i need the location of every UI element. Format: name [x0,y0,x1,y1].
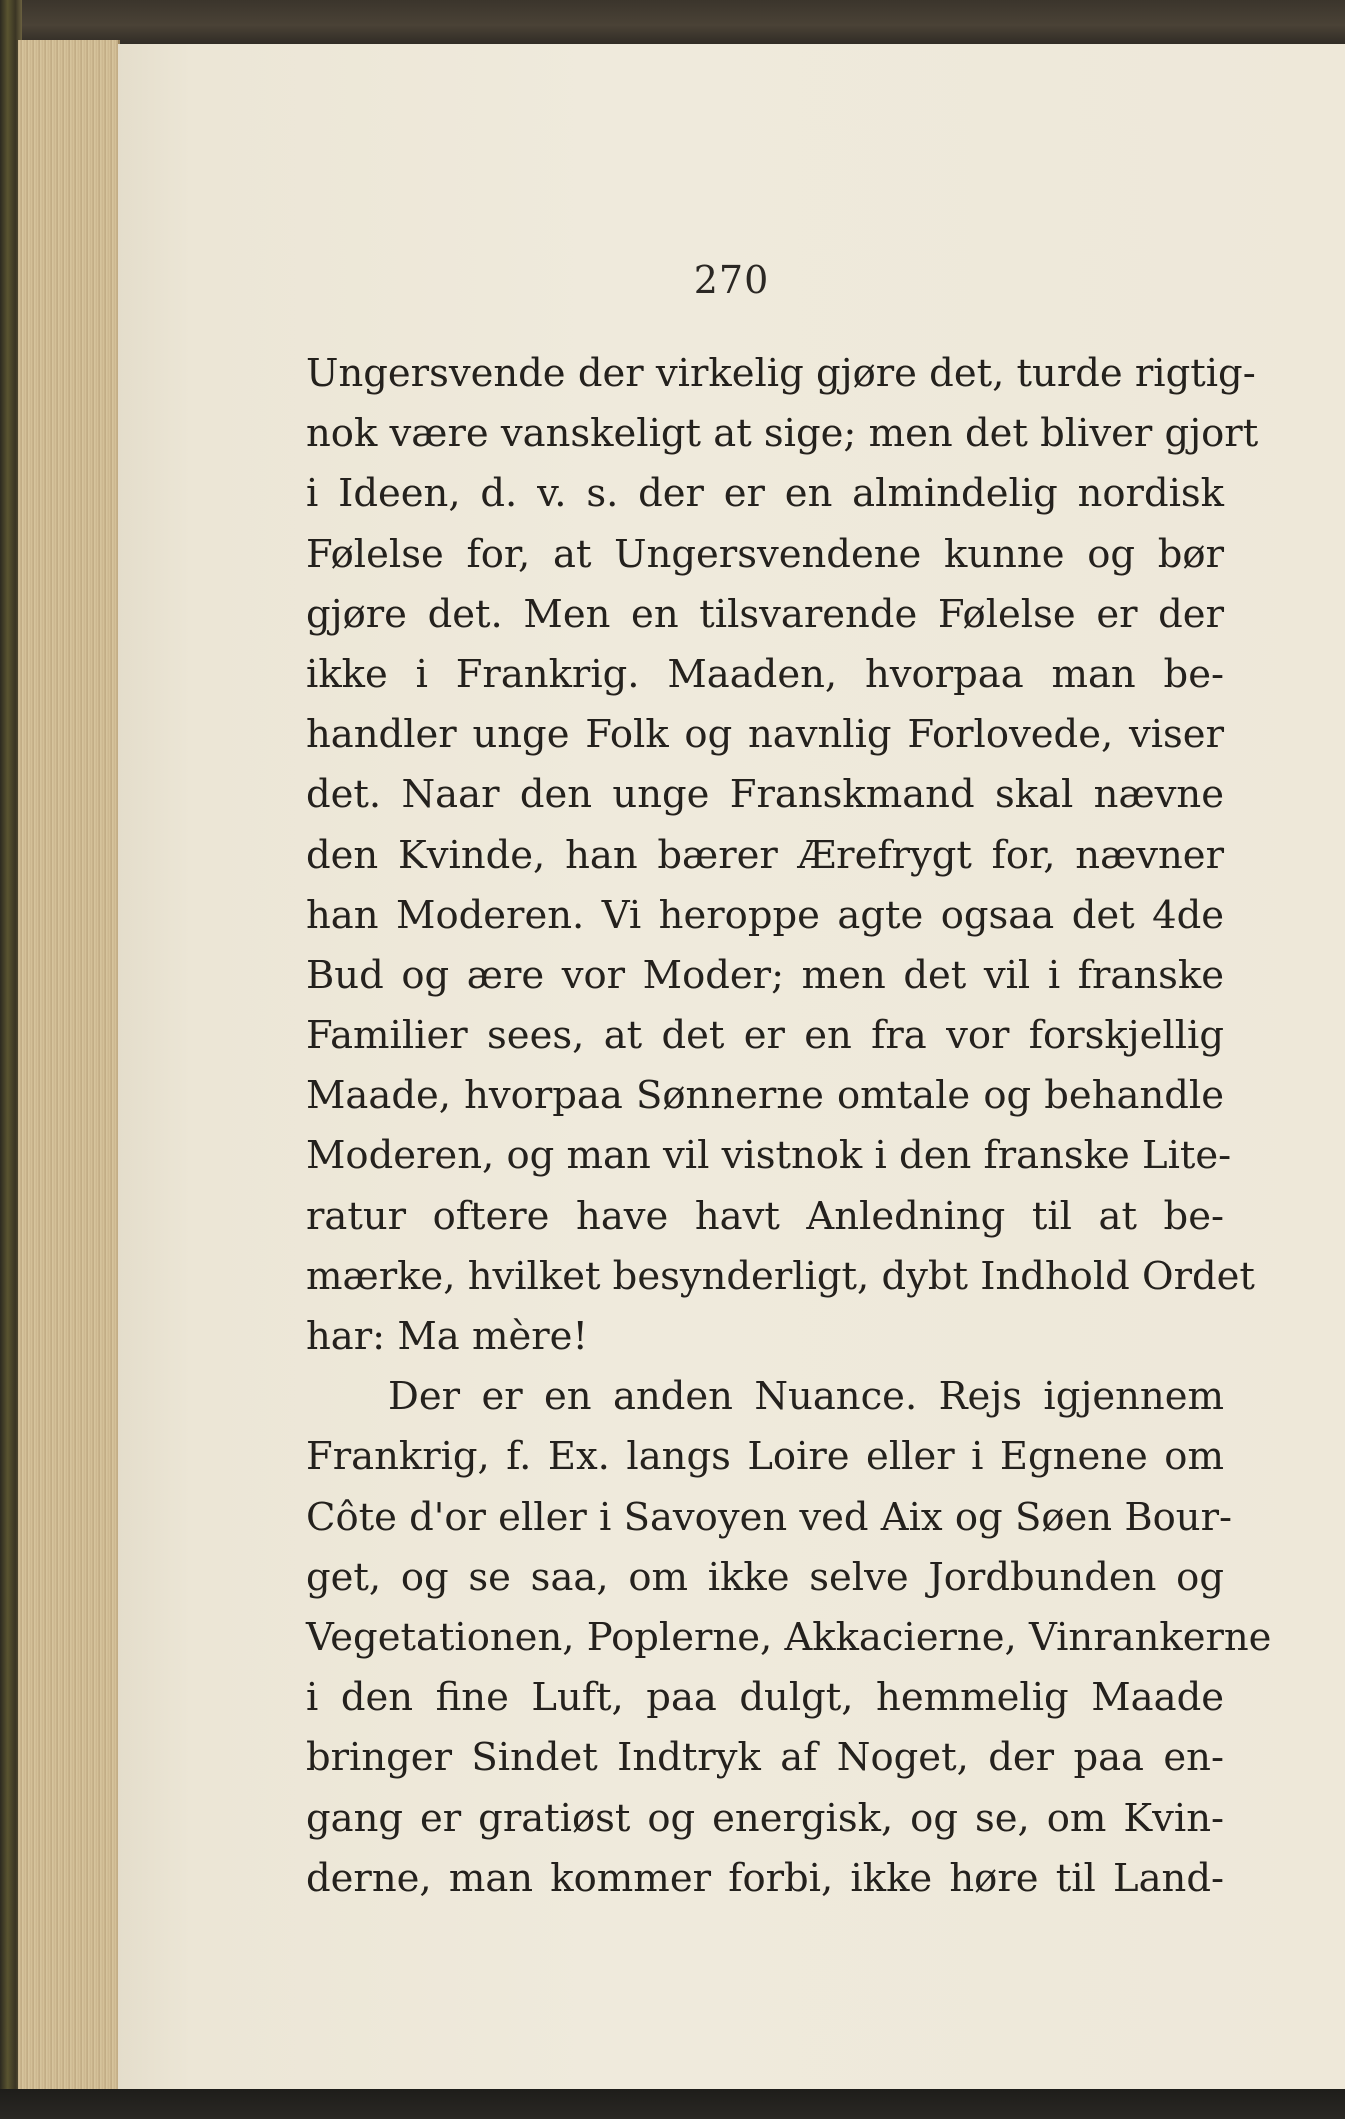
text-line: get, og se saa, om ikke selve Jordbunden og [306,1554,1224,1600]
text-line: Côte d'or eller i Savoyen ved Aix og Søen Bour- [306,1494,1232,1540]
text-line: han Moderen. Vi heroppe agte ogsaa det 4de [306,892,1224,938]
book-page [118,44,1345,2089]
text-line: Følelse for, at Ungersvendene kunne og bør [306,531,1224,577]
text-line: gang er gratiøst og energisk, og se, om Kvin- [306,1795,1224,1841]
text-line: bringer Sindet Indtryk af Noget, der paa en- [306,1735,1224,1781]
body-text [306,344,1272,1909]
text-line: det. Naar den unge Franskmand skal nævne [306,772,1224,818]
book-top-edge [0,0,1345,46]
text-line: i Ideen, d. v. s. der er en almindelig nordisk [306,471,1224,517]
text-line: i den fine Luft, paa dulgt, hemmelig Maade [306,1675,1224,1721]
text-line: Familier sees, at det er en fra vor forskjellig [306,1013,1224,1059]
text-line: nok være vanskeligt at sige; men det bliver gjort [306,411,1259,457]
text-line: ikke i Frankrig. Maaden, hvorpaa man be- [306,651,1224,697]
text-line: har: Ma mère! [306,1314,588,1359]
text-line: ratur oftere have havt Anledning til at be- [306,1193,1224,1239]
text-line: Maade, hvorpaa Sønnerne omtale og behandle [306,1073,1224,1119]
text-line: den Kvinde, han bærer Ærefrygt for, nævner [306,832,1224,878]
text-line: Moderen, og man vil vistnok i den franske Lite- [306,1133,1232,1179]
page-edges [18,40,120,2090]
text-line: mærke, hvilket besynderligt, dybt Indhold Ordet [306,1253,1255,1299]
text-line: Bud og ære vor Moder; men det vil i franske [306,952,1224,998]
text-line: gjøre det. Men en tilsvarende Følelse er der [306,591,1224,637]
text-line: Ungersvende der virkelig gjøre det, turde rigtig- [306,351,1256,396]
text-line: derne, man kommer forbi, ikke høre til Land- [306,1855,1224,1901]
text-line: Der er en anden Nuance. Rejs igjennem [388,1374,1224,1420]
text-line: handler unge Folk og navnlig Forlovede, viser [306,712,1224,758]
page-number: 270 [693,258,770,302]
book-bottom-edge [0,2089,1345,2119]
text-line: Vegetationen, Poplerne, Akkacierne, Vinrankerne [306,1614,1272,1660]
text-line: Frankrig, f. Ex. langs Loire eller i Egnene om [306,1434,1224,1480]
